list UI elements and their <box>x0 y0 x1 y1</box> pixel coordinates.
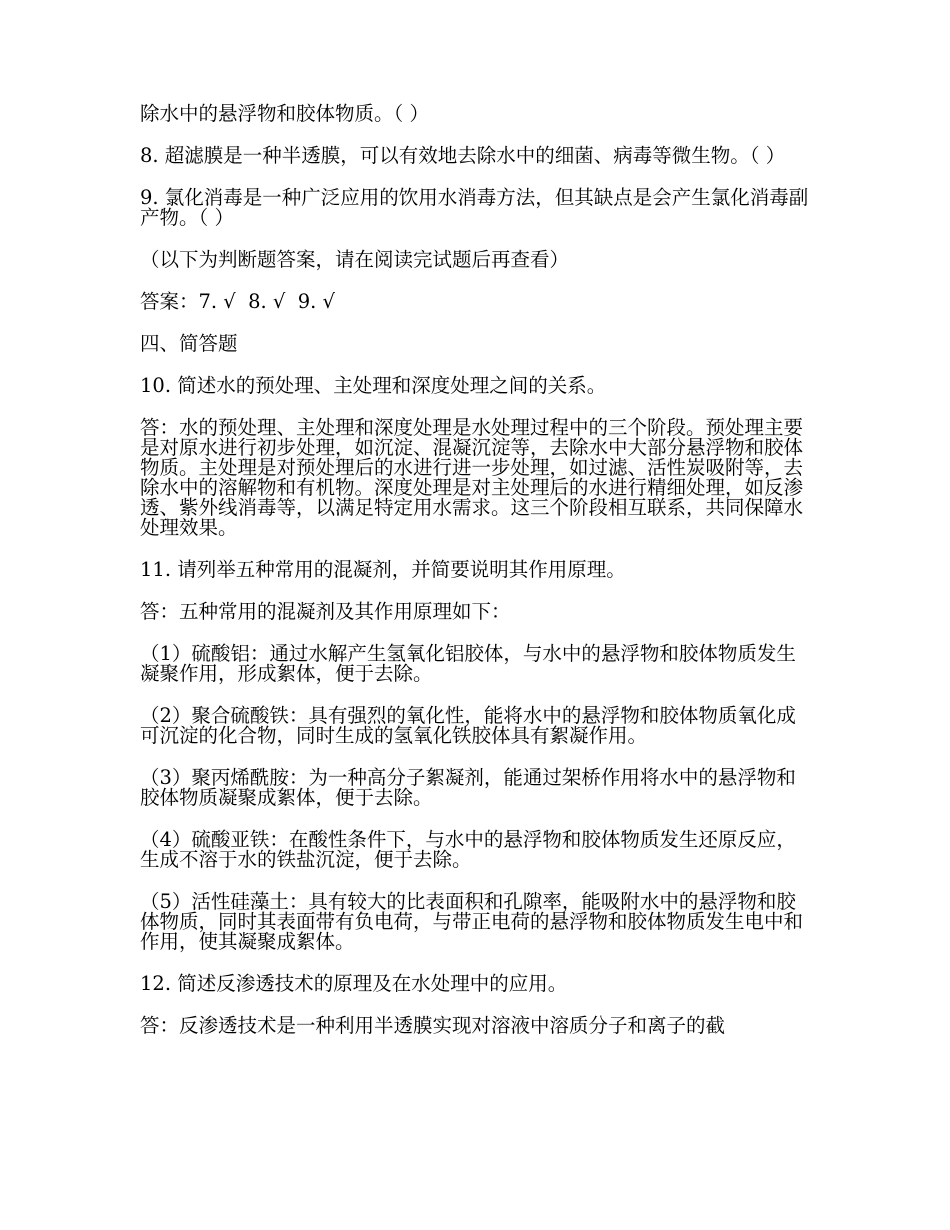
paragraph-answer-10: 答：水的预处理、主处理和深度处理是水处理过程中的三个阶段。预处理主要是对原水进行初步处理，如沉淀、混凝沉淀等，去除水中大部分悬浮物和胶体物质。主处理是对预处理后的水进行进一步处理，如过滤、活性炭吸附等，去除水中的溶解物和有机物。深度处理是对主处理后的水进行精细处理，如反渗透、紫外线消毒等，以满足特定用水需求。这三个阶段相互联系，共同保障水处理效果。 <box>140 416 804 539</box>
paragraph-answer-11-item-4: （4）硫酸亚铁：在酸性条件下，与水中的悬浮物和胶体物质发生还原反应，生成不溶于水的铁盐沉淀，便于去除。 <box>140 828 796 871</box>
paragraph-answer-11-item-2: （2）聚合硫酸铁：具有强烈的氧化性，能将水中的悬浮物和胶体物质氧化成可沉淀的化合物，同时生成的氢氧化铁胶体具有絮凝作用。 <box>140 704 796 747</box>
paragraph-answer-11-intro: 答：五种常用的混凝剂及其作用原理如下： <box>140 600 511 623</box>
paragraph-question-7-tail: 除水中的悬浮物和胶体物质。（ ） <box>140 102 429 125</box>
document-page <box>140 104 812 1058</box>
paragraph-question-12: 12. 简述反渗透技术的原理及在水处理中的应用。 <box>140 972 568 995</box>
paragraph-answer-11-item-3: （3）聚丙烯酰胺：为一种高分子絮凝剂，能通过架桥作用将水中的悬浮物和胶体物质凝聚成絮体，便于去除。 <box>140 766 796 809</box>
paragraph-answer-note: （以下为判断题答案，请在阅读完试题后再查看） <box>140 248 570 271</box>
paragraph-question-8: 8. 超滤膜是一种半透膜，可以有效地去除水中的细菌、病毒等微生物。（ ） <box>140 144 786 167</box>
paragraph-question-10: 10. 简述水的预处理、主处理和深度处理之间的关系。 <box>140 374 607 397</box>
section-heading-short-answer: 四、简答题 <box>140 332 238 355</box>
paragraph-question-11: 11. 请列举五种常用的混凝剂，并简要说明其作用原理。 <box>140 558 626 581</box>
paragraph-question-9: 9. 氯化消毒是一种广泛应用的饮用水消毒方法，但其缺点是会产生氯化消毒副产物。（ ） <box>140 186 809 229</box>
paragraph-answer-11-item-5: （5）活性硅藻土：具有较大的比表面积和孔隙率，能吸附水中的悬浮物和胶体物质，同时其表面带有负电荷，与带正电荷的悬浮物和胶体物质发生电中和作用，使其凝聚成絮体。 <box>140 890 804 953</box>
paragraph-answer-11-item-1: （1）硫酸铝：通过水解产生氢氧化铝胶体，与水中的悬浮物和胶体物质发生凝聚作用，形成絮体，便于去除。 <box>140 642 796 685</box>
paragraph-answer-12: 答：反渗透技术是一种利用半透膜实现对溶液中溶质分子和离子的截 <box>140 1014 726 1037</box>
paragraph-answers: 答案：7. √ 8. √ 9. √ <box>140 290 335 313</box>
